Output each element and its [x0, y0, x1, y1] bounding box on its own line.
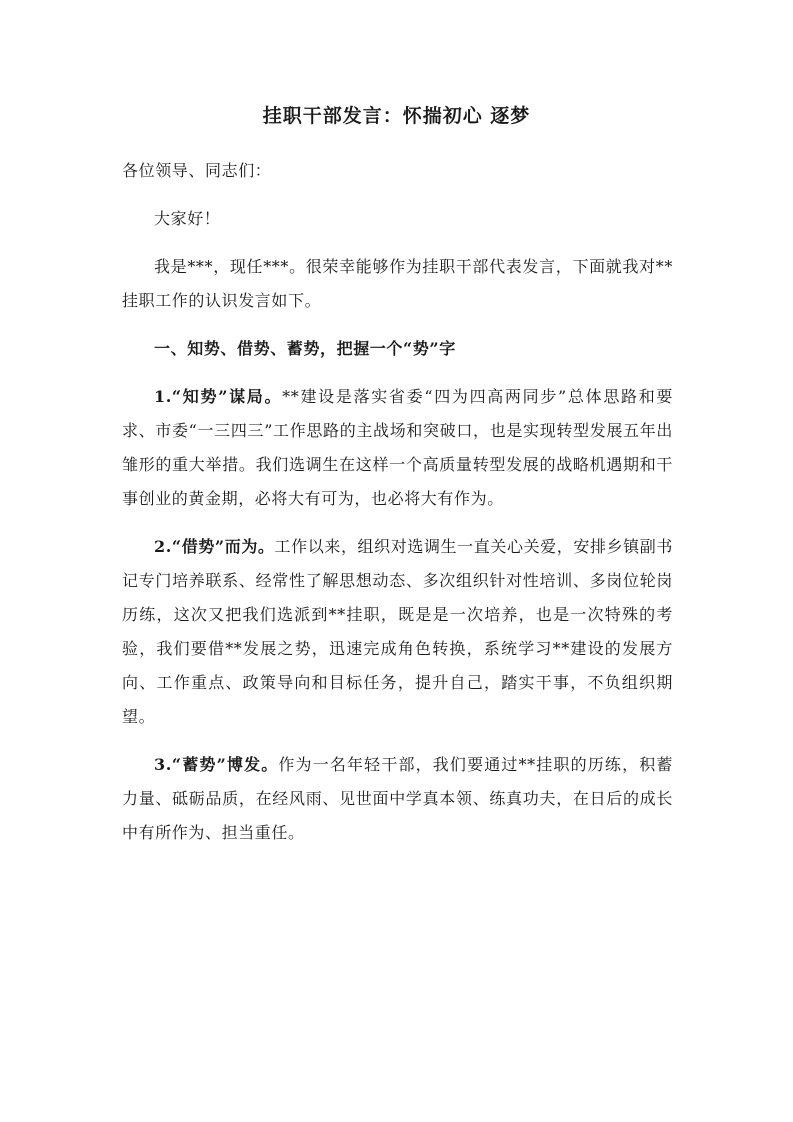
- item-paragraph-2: [122, 530, 673, 734]
- item-text-3: 作为一名年轻干部，我们要通过**挂职的历练，积蓄力量、砥砺品质，在经风雨、见世面中学真本领、练真功夫，在日后的成长中有所作为、担当重任。: [122, 755, 673, 842]
- item-text-2: 工作以来，组织对选调生一直关心关爱，安排乡镇副书记专门培养联系、经常性了解思想动态、多次组织针对性培训、多岗位轮岗历练，这次又把我们选派到**挂职，既是是一次培养，也是一次特殊的考验，我们要借**发展之势，迅速完成角色转换，系统学习**建设的发展方向、工作重点、政策导向和目标任务，提升自己，踏实干事，不负组织期望。: [122, 537, 673, 726]
- intro-paragraph: 我是***，现任***。很荣幸能够作为挂职干部代表发言，下面就我对**挂职工作的认识发言如下。: [122, 257, 673, 310]
- item-lead-1: 1.“知势”谋局。: [154, 387, 283, 406]
- item-paragraph-1: [122, 380, 673, 516]
- section-heading: 一、知势、借势、蓄势，把握一个“势”字: [154, 339, 456, 358]
- item-text-1: **建设是落实省委“四为四高两同步”总体思路和要求、市委“一三四三”工作思路的主战场和突破口，也是实现转型发展五年出雏形的重大举措。我们选调生在这样一个高质量转型发展的战略机遇期和干事创业的黄金期，必将大有可为，也必将大有作为。: [122, 387, 673, 508]
- greeting: 大家好！: [154, 209, 221, 228]
- document-title: 挂职干部发言：怀揣初心 逐梦: [262, 105, 531, 127]
- salutation: 各位领导、同志们：: [122, 161, 272, 180]
- document-body: [122, 154, 673, 864]
- item-lead-2: 2.“借势”而为。: [154, 537, 275, 556]
- item-lead-3: 3.“蓄势”博发。: [154, 755, 279, 774]
- item-paragraph-3: [122, 748, 673, 850]
